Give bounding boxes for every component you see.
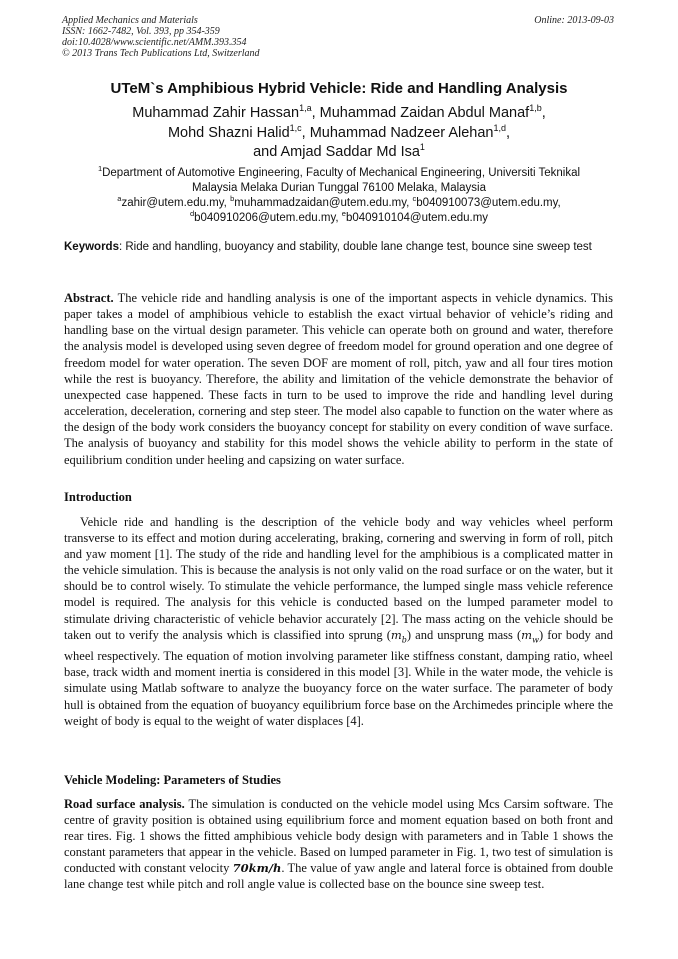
email-sup: d bbox=[189, 209, 195, 219]
email-c: b040910073@utem.edu.my, bbox=[416, 197, 561, 209]
author-name: and Amjad Saddar Md Isa bbox=[253, 144, 420, 160]
author-name: Muhammad Zahir Hassan bbox=[132, 105, 300, 121]
road-surface-label: Road surface analysis. bbox=[64, 797, 185, 811]
author-sep: , bbox=[506, 124, 511, 141]
road-surface-paragraph bbox=[64, 796, 613, 893]
keywords-text: : Ride and handling, buoyancy and stability, double lane change test, bounce sine sweep test bbox=[118, 241, 592, 253]
abstract-text: The vehicle ride and handling analysis is one of the important aspects in vehicle dynamics. This paper takes a model of amphibious vehicle to establish the exact virtual behavior of vehicle’s riding and handling base on the virtual design parameter. This vehicle can operate both on ground and water, therefore the analysis model is developed using seven degree of freedom model for ground operation and one degree of freedom model for water operation. The seven DOF are moment of roll, pitch, yaw and all four tires motion while the rest is buoyancy. Therefore, the ability and limitation of the vehicle demonstrate the behavior of unexpected case happened. These facts in turn to be used to improve the ride and handling level during acceleration, deceleration, cornering and step steer. The model also capable to function on the water where as the design of the body work considers the buoyancy concept for stability on every condition of wave surface. The analysis of buoyancy and stability for this model shows the vehicle ability to perform in the state of equilibrium condition under heeling and capsizing on water surface. bbox=[64, 291, 613, 467]
road-text-1: The simulation is conducted on the vehicle model using Mcs Carsim software. The centre of gravity position is obtained using equilibrium force and moment equation based on both front and rear tires. Fig. 1 shows the fitted amphibious vehicle body design with parameters and in Table 1 shows the constant parameters that appear in the vehicle. Based on lumped parameter in Fig. 1, two test of simulation is conducted with constant velocity bbox=[64, 797, 614, 876]
department: Department of Automotive Engineering, Faculty of Mechanical Engineering, Universiti Teknikal bbox=[102, 167, 581, 179]
author-sep: , bbox=[541, 105, 546, 121]
email-sup: a bbox=[117, 194, 122, 204]
email-sup: c bbox=[412, 194, 417, 204]
affiliation-sup: 1 bbox=[97, 164, 103, 174]
intro-text-1: Vehicle ride and handling is the description of the vehicle body and way vehicles wheel perform transverse to its effect and motion during accelerating, braking, cornering and swerving in form of roll, pitch and yaw moment [1]. The study of the ride and handling level for the amphibious is a complicated matter in the vehicle simulation. This is because the analysis is not only valid on the road surface or on the water, but it should be to control wisely. To stimulate the vehicle performance, the lumped single mass vehicle reference model is required. The analysis for this vehicle is conducted based on the lumped parameter model to stimulate driving characteristic of vehicle behavior accurately [2]. The mass acting on the vehicle should be taken out to verify the analysis which is classified into sprung ( bbox=[64, 515, 613, 642]
abstract-paragraph bbox=[64, 290, 613, 468]
journal-name: Applied Mechanics and Materials bbox=[62, 15, 198, 26]
author-sup: 1,c bbox=[289, 122, 302, 133]
email-b: muhammadzaidan@utem.edu.my, bbox=[234, 197, 413, 209]
author-list bbox=[40, 104, 638, 163]
vehicle-modeling-heading: Vehicle Modeling: Parameters of Studies bbox=[64, 773, 281, 787]
author-line-1 bbox=[40, 104, 638, 124]
introduction-heading: Introduction bbox=[64, 490, 132, 504]
author-line-2 bbox=[40, 124, 638, 144]
issn-line: ISSN: 1662-7482, Vol. 393, pp 354-359 bbox=[62, 26, 220, 37]
author-sup: 1 bbox=[419, 142, 425, 153]
intro-text-2: ) and unsprung mass ( bbox=[406, 627, 522, 642]
author-sup: 1,d bbox=[493, 122, 507, 133]
email-a: zahir@utem.edu.my, bbox=[121, 197, 231, 209]
paper-title: UTeM`s Amphibious Hybrid Vehicle: Ride and Handling Analysis bbox=[110, 80, 568, 97]
introduction-paragraph bbox=[64, 514, 613, 729]
author-line-3 bbox=[40, 143, 638, 163]
abstract-label: Abstract. bbox=[64, 291, 114, 305]
journal-header bbox=[62, 15, 617, 59]
email-e: b040910104@utem.edu.my bbox=[345, 212, 489, 224]
email-sup: b bbox=[230, 194, 235, 204]
affiliation-block bbox=[40, 166, 638, 226]
intro-text-3: ) for body and wheel respectively. The equation of motion involving parameter like stiffness constant, damping ratio, wheel base, track width and moment inertia is considered in this model [3]. While in the water mode, the vehicle is simulate using Matlab software to analyze the buoyancy force on the water surface. The parameter of body hull is obtained from the equation of buoyancy equilibrium force base on the Archimedes principle where the weight of body is equal to the weight of water displaces [4]. bbox=[64, 627, 613, 728]
copyright-line: © 2013 Trans Tech Publications Ltd, Switzerland bbox=[62, 48, 260, 59]
email-line-1 bbox=[40, 196, 638, 211]
sprung-mass-subscript: b bbox=[401, 635, 407, 645]
online-date: Online: 2013-09-03 bbox=[534, 15, 614, 26]
unsprung-mass-subscript: w bbox=[532, 635, 539, 645]
email-d: b040910206@utem.edu.my, bbox=[194, 212, 342, 224]
author-name: , Muhammad Zaidan Abdul Manaf bbox=[311, 105, 530, 121]
doi-line: doi:10.4028/www.scientific.net/AMM.393.354 bbox=[62, 37, 247, 48]
sprung-mass-symbol: m bbox=[390, 627, 402, 642]
affiliation-line-2: Malaysia Melaka Durian Tunggal 76100 Melaka, Malaysia bbox=[191, 182, 487, 194]
keywords-block bbox=[64, 240, 613, 255]
keywords-label: Keywords bbox=[64, 241, 119, 253]
unsprung-mass-symbol: m bbox=[521, 627, 533, 642]
road-text-2: . The value of yaw angle and lateral force is obtained from double lane change test while pitch and roll angle value is collected base on the bounce sine sweep test. bbox=[64, 861, 613, 892]
author-name: , Muhammad Nadzeer Alehan bbox=[301, 124, 494, 141]
author-name: Mohd Shazni Halid bbox=[167, 124, 290, 141]
email-line-2 bbox=[40, 211, 638, 226]
email-sup: e bbox=[341, 209, 346, 219]
author-sup: 1,b bbox=[529, 103, 542, 114]
affiliation-line-1 bbox=[40, 166, 638, 181]
author-sup: 1,a bbox=[299, 103, 312, 114]
velocity-value: 70km/h bbox=[232, 861, 282, 876]
